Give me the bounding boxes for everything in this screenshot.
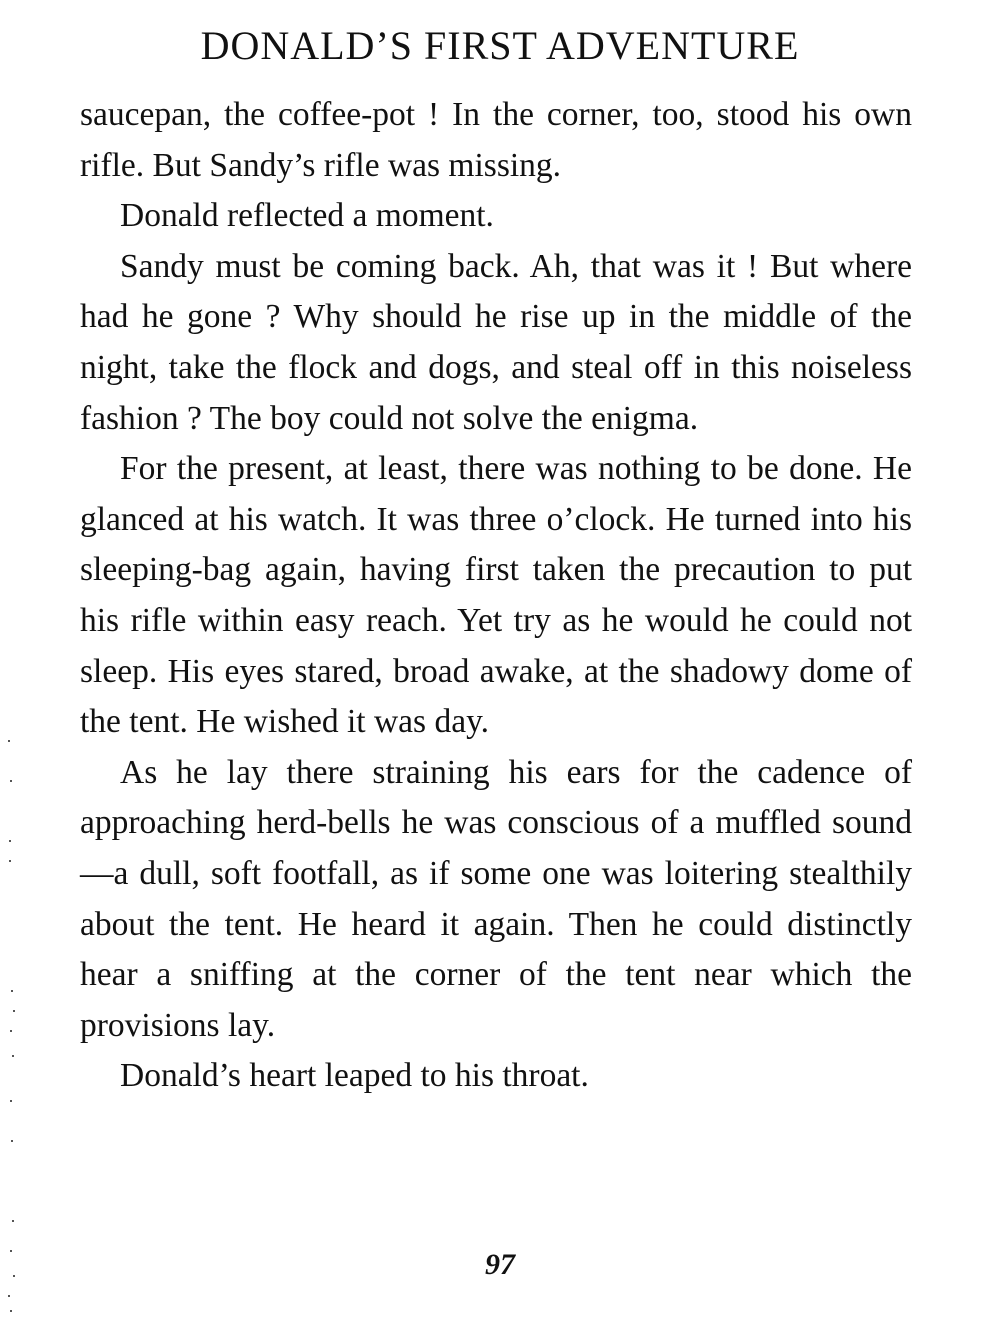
scan-margin-specks [4,720,24,1320]
running-title: DONALD’S FIRST ADVENTURE [200,23,800,68]
paragraph: Donald reflected a moment. [120,197,494,235]
paragraph: Donald’s heart leaped to his throat. [120,1057,589,1095]
paragraph: For the present, at least, there was nothing to be done. He glanced at his watch. It was three o’clock. He turned into his sleeping-bag again, having first taken the precaution to put his rifle within easy reach. Yet try as he would he could not sleep. His eyes stared, broad awake, at the shadowy dome of the tent. He wished it was day. [80,450,912,741]
body-text [80,90,912,1102]
page-number: 97 [485,1248,515,1281]
paragraph-continued: saucepan, the coffee-pot ! In the corner, too, stood his own rifle. But Sandy’s rifle was missing. [80,96,912,184]
paragraph: Sandy must be coming back. Ah, that was it ! But where had he gone ? Why should he rise up in the middle of the night, take the flock and dogs, and steal off in this noiseless fashion ? The boy could not solve the enigma. [80,247,912,437]
paragraph: As he lay there straining his ears for the cadence of approaching herd-bells he was conscious of a muffled sound—a dull, soft footfall, as if some one was loitering stealthily about the tent. He heard it again. Then he could distinctly hear a sniffing at the corner of the tent near which the provisions lay. [80,753,912,1044]
